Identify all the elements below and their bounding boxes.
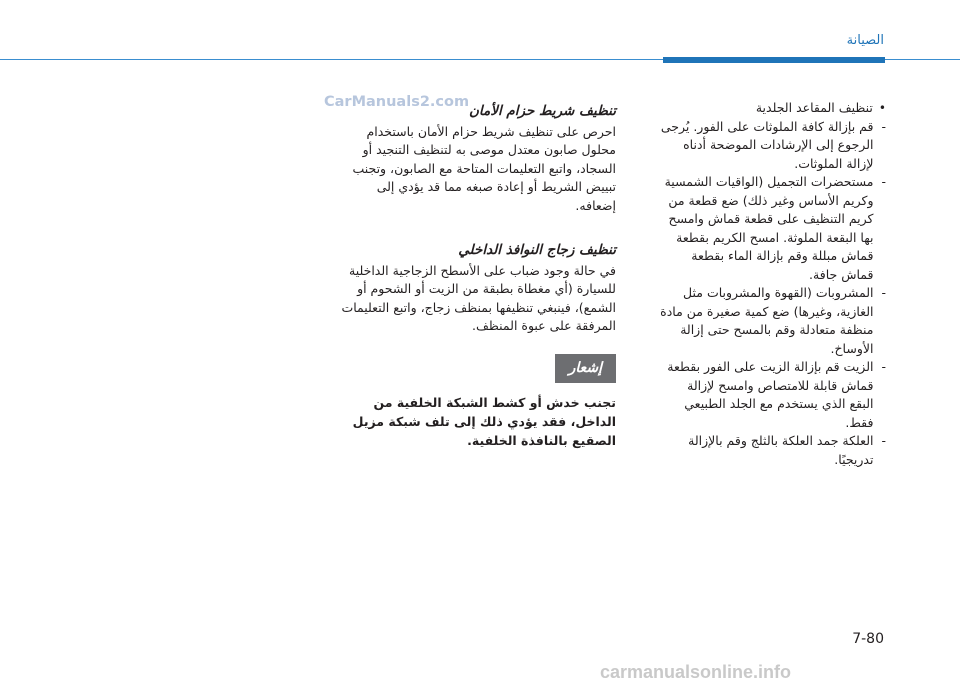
right-column	[660, 99, 886, 469]
notice-badge: إشعار	[555, 354, 616, 384]
list-item-text: مستحضرات التجميل (الواقيات الشمسية وكريم الأساس وغير ذلك) ضع قطعة من كريم التنظيف على قطعة قماش وامسح بها البقعة الملوثة. امسح الكريم بقطعة قماش مبللة وقم بإزالة الماء بقطعة قماش جافة.	[664, 174, 874, 282]
list-item	[660, 358, 886, 432]
notice-text: تجنب خدش أو كشط الشبكة الخلفية من الداخل، فقد يؤدي ذلك إلى تلف شبكة مزيل الصقيع بالنافذة الخلفية.	[352, 395, 616, 448]
list-item	[660, 284, 886, 358]
section-title-seatbelt: تنظيف شريط حزام الأمان	[469, 103, 616, 119]
section-text-seatbelt: احرص على تنظيف شريط حزام الأمان باستخدام محلول صابون معتدل موصى به لتنظيف التنجيد أو السجاد، واتبع التعليمات المتاحة مع الصابون، وتجنب تبييض الشريط أو إعادة صبغه مما قد يؤدي إلى إضعافه.	[352, 123, 616, 213]
list-item	[660, 173, 886, 284]
dash-icon: -	[881, 285, 886, 300]
bullet-heading	[660, 99, 886, 118]
list-item	[660, 432, 886, 469]
bullet-dot-icon: •	[878, 101, 886, 115]
list-item-text: العلكة جمد العلكة بالثلج وقم بالإزالة تدريجيًا.	[688, 433, 874, 467]
list-item-text: الزيت قم بإزالة الزيت على الفور بقطعة قماش قابلة للامتصاص وامسح لإزالة البقع الذي يستخدم مع الجلد الطبيعي فقط.	[667, 359, 874, 430]
bullet-heading-text: تنظيف المقاعد الجلدية	[755, 100, 873, 115]
section-text-glass: في حالة وجود ضباب على الأسطح الزجاجية الداخلية للسيارة (أي مغطاة بطبقة من الزيت أو الشحوم أو الشمع)، فينبغي تنظيفها بمنظف زجاج، واتبع التعليمات المرفقة على عبوة المنظف.	[341, 262, 616, 333]
list-item	[660, 118, 886, 174]
section-title-glass: تنظيف زجاج النوافذ الداخلي	[458, 242, 616, 258]
list-item-text: قم بإزالة كافة الملوثات على الفور. يُرجى الرجوع إلى الإرشادات الموضحة أدناه لإزالة الملوثات.	[660, 118, 874, 171]
site-watermark: carmanualsonline.info	[600, 662, 792, 682]
dash-icon: -	[881, 174, 886, 189]
list-item-text: المشروبات (القهوة والمشروبات مثل الغازية، وغيرها) ضع كمية صغيرة من مادة منظفة متعادلة وقم بالمسح حتى إزالة الأوساخ.	[660, 285, 874, 356]
dash-icon: -	[881, 433, 886, 448]
left-column	[334, 102, 616, 450]
page-number: 7-80	[852, 631, 884, 647]
dash-icon: -	[881, 359, 886, 374]
watermark: CarManuals2.com	[324, 94, 470, 110]
dash-icon: -	[881, 118, 886, 134]
header-accent-bar	[663, 57, 885, 63]
header-title: الصيانة	[846, 33, 884, 48]
